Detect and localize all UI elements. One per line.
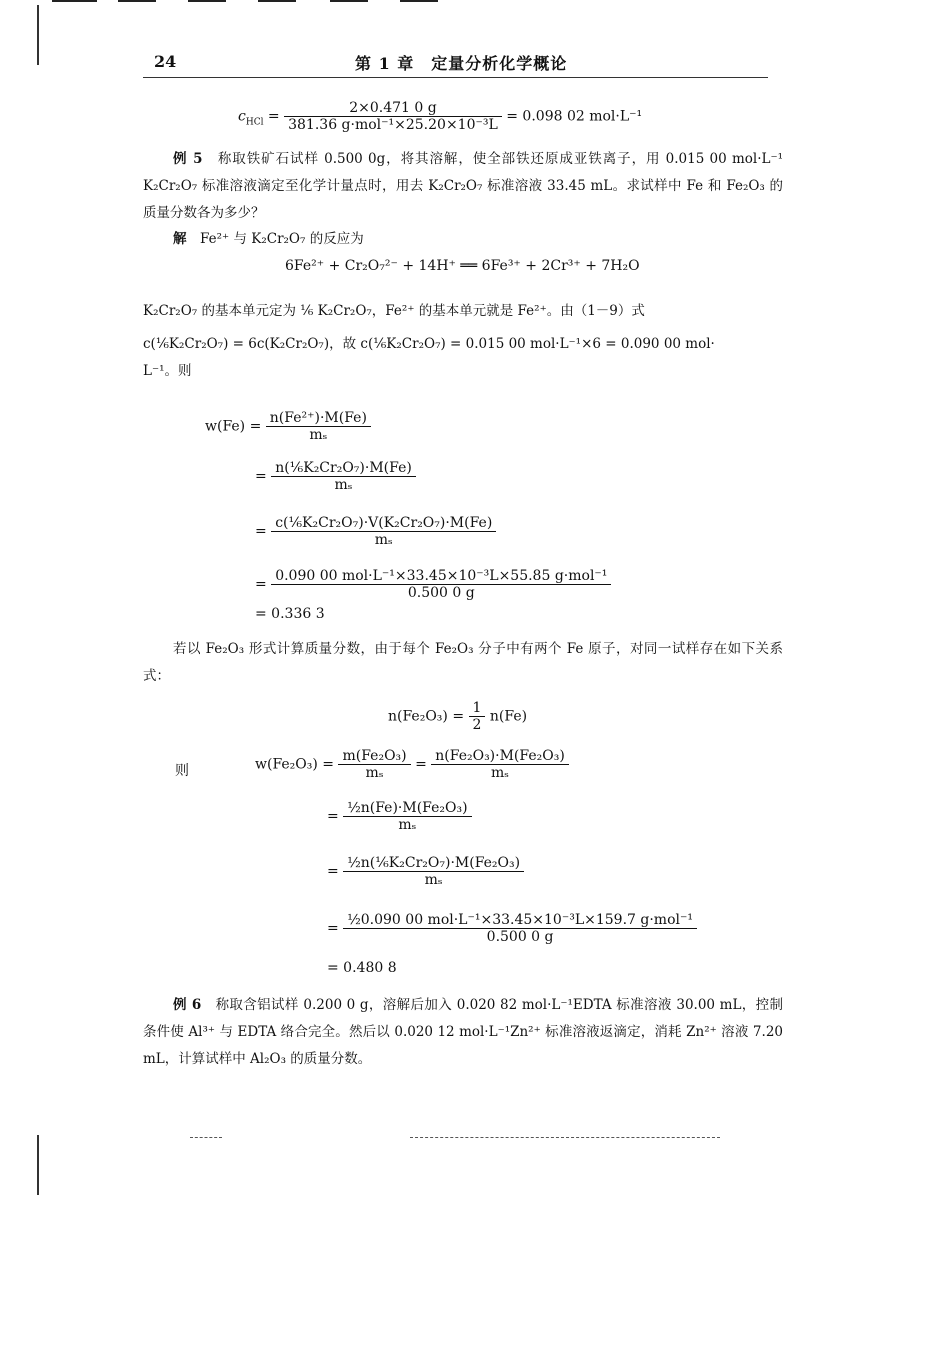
page-number: 24: [154, 52, 177, 71]
scan-mark: [400, 0, 438, 2]
w-fe-result: = 0.336 3: [255, 606, 325, 622]
header-rule: [143, 77, 768, 78]
scan-mark: [410, 1137, 720, 1138]
w-fe-line-4: = $\frac{\text{0.090 00 mol·L⁻¹×33.45×10⁻³L×55.85 g·mol⁻¹}}{0.500 0 g}$: [255, 568, 611, 601]
scan-mark: [190, 1137, 222, 1138]
scan-mark: [52, 0, 97, 2]
binding-edge: [37, 5, 39, 65]
example-6-paragraph: 例 6 称取含铝试样 0.200 0 g，溶解后加入 0.020 82 mol·L⁻¹EDTA 标准溶液 30.00 mL，控制条件使 Al³⁺ 与 EDTA 络合完全。然后以 0.020 12 mol·L⁻¹Zn²⁺ 标准溶液返滴定，消耗 Zn²⁺ 溶液 7.20 mL，计算试样中 Al₂O₃ 的质量分数。: [143, 997, 784, 1067]
w-fe-line-2: = $\frac{\text{n(⅙K₂Cr₂O₇)·M(Fe)}}{\text{mₛ}}$: [255, 460, 416, 493]
w-fe2o3-line-4: = $\frac{\text{½0.090 00 mol·L⁻¹×33.45×10⁻³L×159.7 g·mol⁻¹}}{0.500 0 g}$: [327, 912, 697, 945]
redox-reaction-equation: 6Fe²⁺ + Cr₂O₇²⁻ + 14H⁺ ══ 6Fe³⁺ + 2Cr³⁺ + 7H₂O: [285, 258, 640, 274]
w-fe2o3-result: = 0.480 8: [327, 960, 397, 976]
example-5-paragraph: 例 5 称取铁矿石试样 0.500 0g，将其溶解，使全部铁还原成亚铁离子，用 0.015 00 mol·L⁻¹ K₂Cr₂O₇ 标准溶液滴定至化学计量点时，用去 K₂Cr₂O₇ 标准溶液 33.45 mL。求试样中 Fe 和 Fe₂O₃ 的质量分数各为多少？: [143, 151, 784, 221]
w-fe-line-3: = $\frac{\text{c(⅙K₂Cr₂O₇)·V(K₂Cr₂O₇)·M(Fe)}}{\text{mₛ}}$: [255, 515, 496, 548]
scan-mark: [188, 0, 226, 2]
scan-mark: [330, 0, 368, 2]
example-6-label: 例 6: [173, 997, 202, 1013]
binding-edge: [37, 1135, 39, 1195]
w-fe2o3-line-3: = $\frac{\text{½n(⅙K₂Cr₂O₇)·M(Fe₂O₃)}}{\text{mₛ}}$: [327, 855, 524, 888]
fe2o3-fe-relation: n(Fe₂O₃) = $\frac{1}{2}$ n(Fe): [388, 700, 528, 733]
basic-unit-paragraph: K₂Cr₂O₇ 的基本单元定为 ⅙ K₂Cr₂O₇，Fe²⁺ 的基本单元就是 Fe²⁺。由（1－9）式 c(⅙K₂Cr₂O₇) = 6c(K₂Cr₂O₇)，故 c(⅙K₂Cr₂O₇) = 0.015 00 mol·L⁻¹×6 = 0.090 00 mol· L⁻¹。则: [143, 303, 715, 379]
solution-intro: 解 Fe²⁺ 与 K₂Cr₂O₇ 的反应为: [173, 231, 364, 247]
hcl-concentration-equation: $c_{HCl}$ = $\frac{2\times 0.471 0 g}{\text{381.36 g·mol⁻¹×25.20×10⁻³L}}$ = 0.098 02 mol·L⁻¹: [238, 100, 643, 133]
w-fe-line-1: w(Fe) = $\frac{\text{n(Fe²⁺)·M(Fe)}}{\text{mₛ}}$: [205, 410, 371, 443]
chapter-title: 第 1 章 定量分析化学概论: [355, 54, 568, 73]
w-fe2o3-line-1: w(Fe₂O₃) = $\frac{\text{m(Fe₂O₃)}}{\text{mₛ}}$ = $\frac{\text{n(Fe₂O₃)·M(Fe₂O₃)}}{\text{mₛ}}$: [255, 748, 569, 781]
example-5-label: 例 5: [173, 151, 203, 167]
then-label: 则: [175, 763, 189, 779]
fe2o3-paragraph: 若以 Fe₂O₃ 形式计算质量分数，由于每个 Fe₂O₃ 分子中有两个 Fe 原子，对同一试样存在如下关系式：: [143, 641, 783, 684]
scan-mark: [118, 0, 156, 2]
w-fe2o3-line-2: = $\frac{\text{½n(Fe)·M(Fe₂O₃)}}{\text{mₛ}}$: [327, 800, 472, 833]
scan-mark: [258, 0, 296, 2]
solution-label: 解: [173, 231, 187, 247]
